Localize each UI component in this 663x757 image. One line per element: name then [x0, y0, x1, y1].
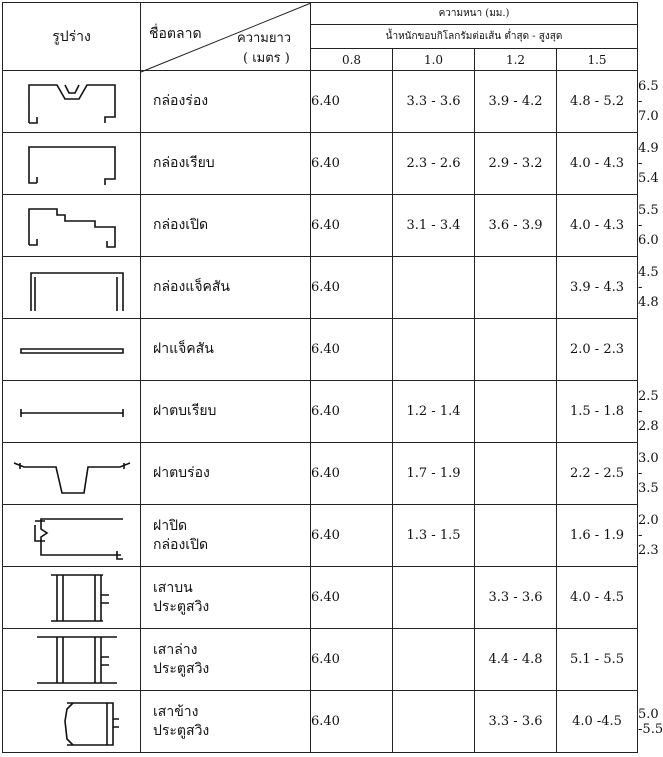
product-name: กล่องเรียบ — [153, 155, 215, 171]
weight-cell: 4.0 - 4.3 — [557, 195, 638, 257]
shape-header: รูปร่าง — [3, 3, 141, 71]
length-value: 6.40 — [311, 381, 393, 443]
weight-cell — [393, 257, 475, 319]
box-jacket-icon — [3, 257, 141, 319]
weight-cell: 3.1 - 3.4 — [393, 195, 475, 257]
table-row: ฝาตบเรียบ 6.40 1.2 - 1.4 1.5 - 1.8 2.5 - 2.8 — [3, 381, 638, 443]
weight-cell: 2.3 - 2.6 — [393, 133, 475, 195]
length-value: 6.40 — [311, 257, 393, 319]
table-row: ฝาปิด กล่องเปิด 6.40 1.3 - 1.5 1.6 - 1.9 2.0 - 2.3 — [3, 505, 638, 567]
weight-cell: 3.9 - 4.2 — [475, 71, 557, 133]
product-name: เสาบน — [153, 579, 193, 596]
weight-cell: 4.0 -4.5 — [557, 691, 638, 753]
table-row: กล่องแจ็คสัน 6.40 3.9 - 4.3 4.5 - 4.8 — [3, 257, 638, 319]
thickness-1-2: 1.2 — [475, 49, 557, 71]
product-name: กล่องเปิด — [153, 217, 209, 233]
thickness-1-5: 1.5 — [557, 49, 638, 71]
weight-cell — [475, 443, 557, 505]
box-open-icon — [3, 195, 141, 257]
table-row: ฝาตบร่อง 6.40 1.7 - 1.9 2.2 - 2.5 3.0 - 3.5 — [3, 443, 638, 505]
weight-cell — [475, 505, 557, 567]
product-name: ฝาตบเรียบ — [153, 403, 217, 419]
weight-cell — [475, 257, 557, 319]
product-name: เสาล่าง — [153, 641, 198, 658]
table-row: กล่องเปิด 6.40 3.1 - 3.4 3.6 - 3.9 4.0 - 4.3 5.5 - 6.0 — [3, 195, 638, 257]
length-value: 6.40 — [311, 195, 393, 257]
length-value: 6.40 — [311, 691, 393, 753]
length-value: 6.40 — [311, 443, 393, 505]
name-header: ชื่อตลาด — [149, 26, 202, 42]
weight-cell: 4.0 - 4.5 — [557, 567, 638, 629]
table-row — [3, 319, 638, 381]
weight-cell: 4.0 - 4.3 — [557, 133, 638, 195]
weight-cell: 3.6 - 3.9 — [475, 195, 557, 257]
weight-cell: 4.4 - 4.8 — [475, 629, 557, 691]
weight-cell: 2.2 - 2.5 — [557, 443, 638, 505]
length-value: 6.40 — [311, 319, 393, 381]
length-value: 6.40 — [311, 567, 393, 629]
weight-cell: 1.3 - 1.5 — [393, 505, 475, 567]
weight-cell — [393, 567, 475, 629]
weight-cell — [393, 629, 475, 691]
door-bottom-post-icon — [3, 629, 141, 691]
thickness-1-0: 1.0 — [393, 49, 475, 71]
box-flat-icon — [3, 133, 141, 195]
weight-cell — [393, 319, 475, 381]
thickness-0-8: 0.8 — [311, 49, 393, 71]
table-row: กล่องเรียบ 6.40 2.3 - 2.6 2.9 - 3.2 4.0 - 4.3 4.9 - 5.4 — [3, 133, 638, 195]
table-row: เสาข้าง ประตูสวิง 6.40 3.3 - 3.6 4.0 -4.5 5.0 -5.5 — [3, 691, 638, 753]
cover-jacket-icon — [3, 319, 141, 381]
cover-flat-icon — [3, 381, 141, 443]
weight-cell: 3.9 - 4.3 — [557, 257, 638, 319]
table-row: เสาล่าง ประตูสวิง 6.40 4.4 - 4.8 5.1 - 5.5 — [3, 629, 638, 691]
thickness-header: ความหนา (มม.) — [311, 3, 638, 25]
table-row: กล่องร่อง 6.40 3.3 - 3.6 3.9 - 4.2 4.8 - 5.2 6.5 - 7.0 — [3, 71, 638, 133]
product-name: ฝาปิด — [153, 517, 188, 534]
weight-cell: 5.1 - 5.5 — [557, 629, 638, 691]
cover-open-box-icon — [3, 505, 141, 567]
length-value: 6.40 — [311, 505, 393, 567]
weight-header: น้ำหนักขอบกิโลกรัมต่อเส้น ต่ำสุด - สูงสุด — [311, 25, 638, 49]
weight-cell: 2.9 - 3.2 — [475, 133, 557, 195]
length-value: 6.40 — [311, 71, 393, 133]
product-name: เสาข้าง — [153, 703, 199, 720]
weight-cell: 4.8 - 5.2 — [557, 71, 638, 133]
weight-cell: 1.5 - 1.8 — [557, 381, 638, 443]
door-top-post-icon — [3, 567, 141, 629]
product-name: กล่องแจ็คสัน — [153, 279, 231, 295]
box-channel-icon — [3, 71, 141, 133]
product-name: ฝาตบร่อง — [153, 465, 210, 481]
weight-cell — [475, 319, 557, 381]
length-header: ความยาว — [237, 31, 292, 46]
door-side-post-icon — [3, 691, 141, 753]
cover-channel-icon — [3, 443, 141, 505]
length-unit: ( เมตร ) — [243, 51, 290, 66]
weight-cell: 3.3 - 3.6 — [475, 691, 557, 753]
weight-cell: 1.2 - 1.4 — [393, 381, 475, 443]
name-length-header — [141, 3, 311, 71]
weight-cell: 3.3 - 3.6 — [393, 71, 475, 133]
weight-cell — [475, 381, 557, 443]
product-name: กล่องร่อง — [153, 93, 209, 109]
weight-cell: 3.3 - 3.6 — [475, 567, 557, 629]
weight-cell: 1.6 - 1.9 — [557, 505, 638, 567]
table-row: เสาบน ประตูสวิง 6.40 3.3 - 3.6 4.0 - 4.5 — [3, 567, 638, 629]
weight-cell — [393, 691, 475, 753]
profile-spec-table — [2, 2, 663, 753]
length-value: 6.40 — [311, 629, 393, 691]
weight-cell: 1.7 - 1.9 — [393, 443, 475, 505]
length-value: 6.40 — [311, 133, 393, 195]
weight-cell: 2.0 - 2.3 — [557, 319, 638, 381]
product-name: ฝาแจ็คสัน — [153, 341, 214, 357]
